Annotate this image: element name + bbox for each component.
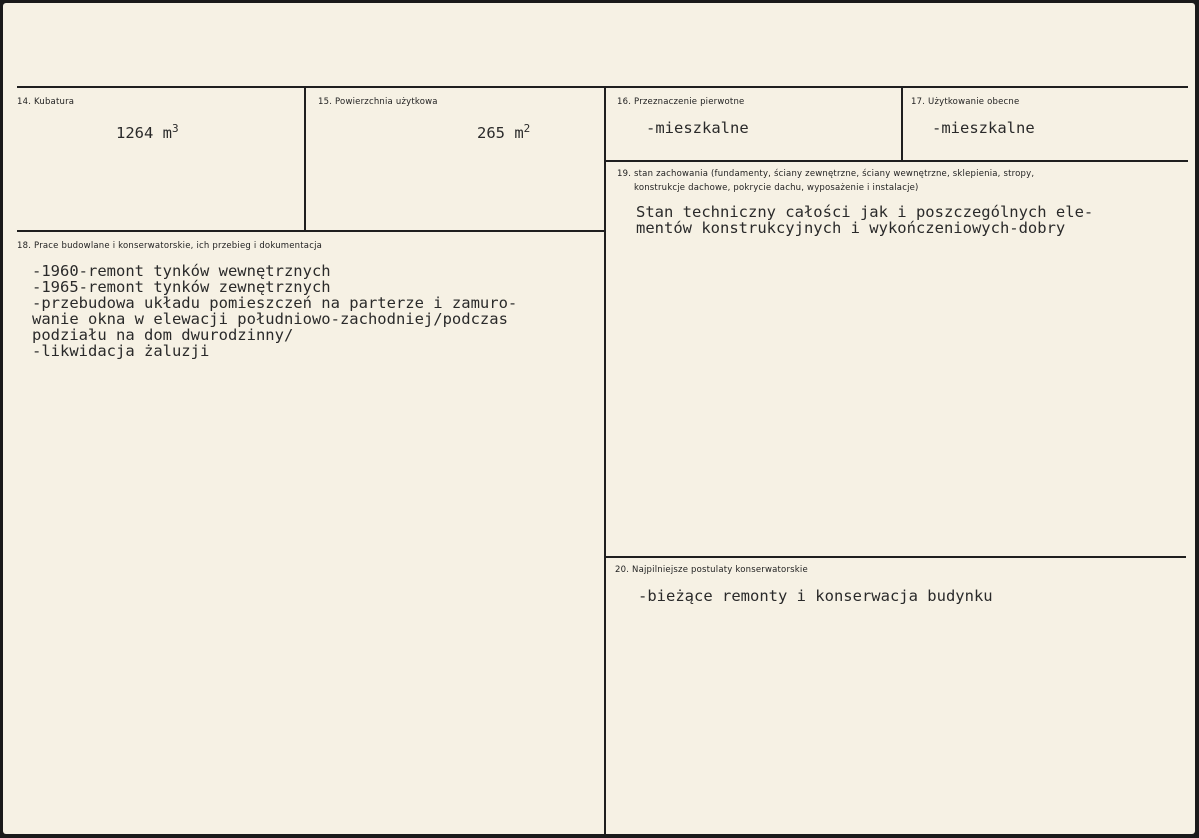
stan-label-line-2: konstrukcje dachowe, pokrycie dachu, wyposażenie i instalacje): [634, 183, 919, 193]
prace-line-1: -1960-remont tynków wewnętrznych: [32, 262, 331, 280]
rule-under-14-15: [17, 230, 606, 232]
rule-under-16-17: [606, 160, 1188, 162]
kubatura-number: 1264 m: [116, 124, 172, 142]
kubatura-exponent: 3: [172, 122, 179, 135]
stan-line-2: mentów konstrukcyjnych i wykończeniowych-dobry: [636, 219, 1066, 237]
powierzchnia-number: 265 m: [477, 124, 524, 142]
center-divider: [604, 88, 606, 834]
top-rule: [17, 86, 1188, 88]
stan-line-1: Stan techniczny całości jak i poszczególnych ele-: [636, 203, 1094, 221]
divider-14-15: [304, 88, 306, 232]
uzytkowanie-value: -mieszkalne: [932, 119, 1035, 137]
prace-line-3: -przebudowa układu pomieszczeń na parterze i zamuro-: [32, 294, 518, 312]
powierzchnia-value: [477, 121, 530, 141]
prace-line-6: -likwidacja żaluzji: [32, 342, 210, 360]
prace-label: 18. Prace budowlane i konserwatorskie, ich przebieg i dokumentacja: [17, 241, 323, 251]
powierzchnia-exponent: 2: [523, 122, 531, 135]
postulaty-label: 20. Najpilniejsze postulaty konserwatorskie: [615, 565, 808, 575]
przeznaczenie-value: -mieszkalne: [646, 119, 749, 137]
prace-line-5: podziału na dom dwurodzinny/: [32, 326, 294, 344]
prace-line-4: wanie okna w elewacji południowo-zachodniej/podczas: [32, 310, 508, 328]
przeznaczenie-label: 16. Przeznaczenie pierwotne: [617, 97, 745, 107]
uzytkowanie-label: 17. Użytkowanie obecne: [911, 97, 1020, 107]
rule-above-20: [606, 556, 1186, 558]
powierzchnia-label: 15. Powierzchnia użytkowa: [318, 97, 438, 107]
kubatura-label: 14. Kubatura: [17, 97, 75, 107]
prace-line-2: -1965-remont tynków zewnętrznych: [32, 278, 331, 296]
inventory-card: [3, 3, 1195, 834]
divider-16-17: [901, 88, 903, 162]
kubatura-value: [116, 121, 179, 141]
postulaty-value: -bieżące remonty i konserwacja budynku: [638, 587, 993, 605]
stan-label-line-1: 19. stan zachowania (fundamenty, ściany zewnętrzne, ściany wewnętrzne, sklepienia, stropy,: [617, 169, 1035, 179]
